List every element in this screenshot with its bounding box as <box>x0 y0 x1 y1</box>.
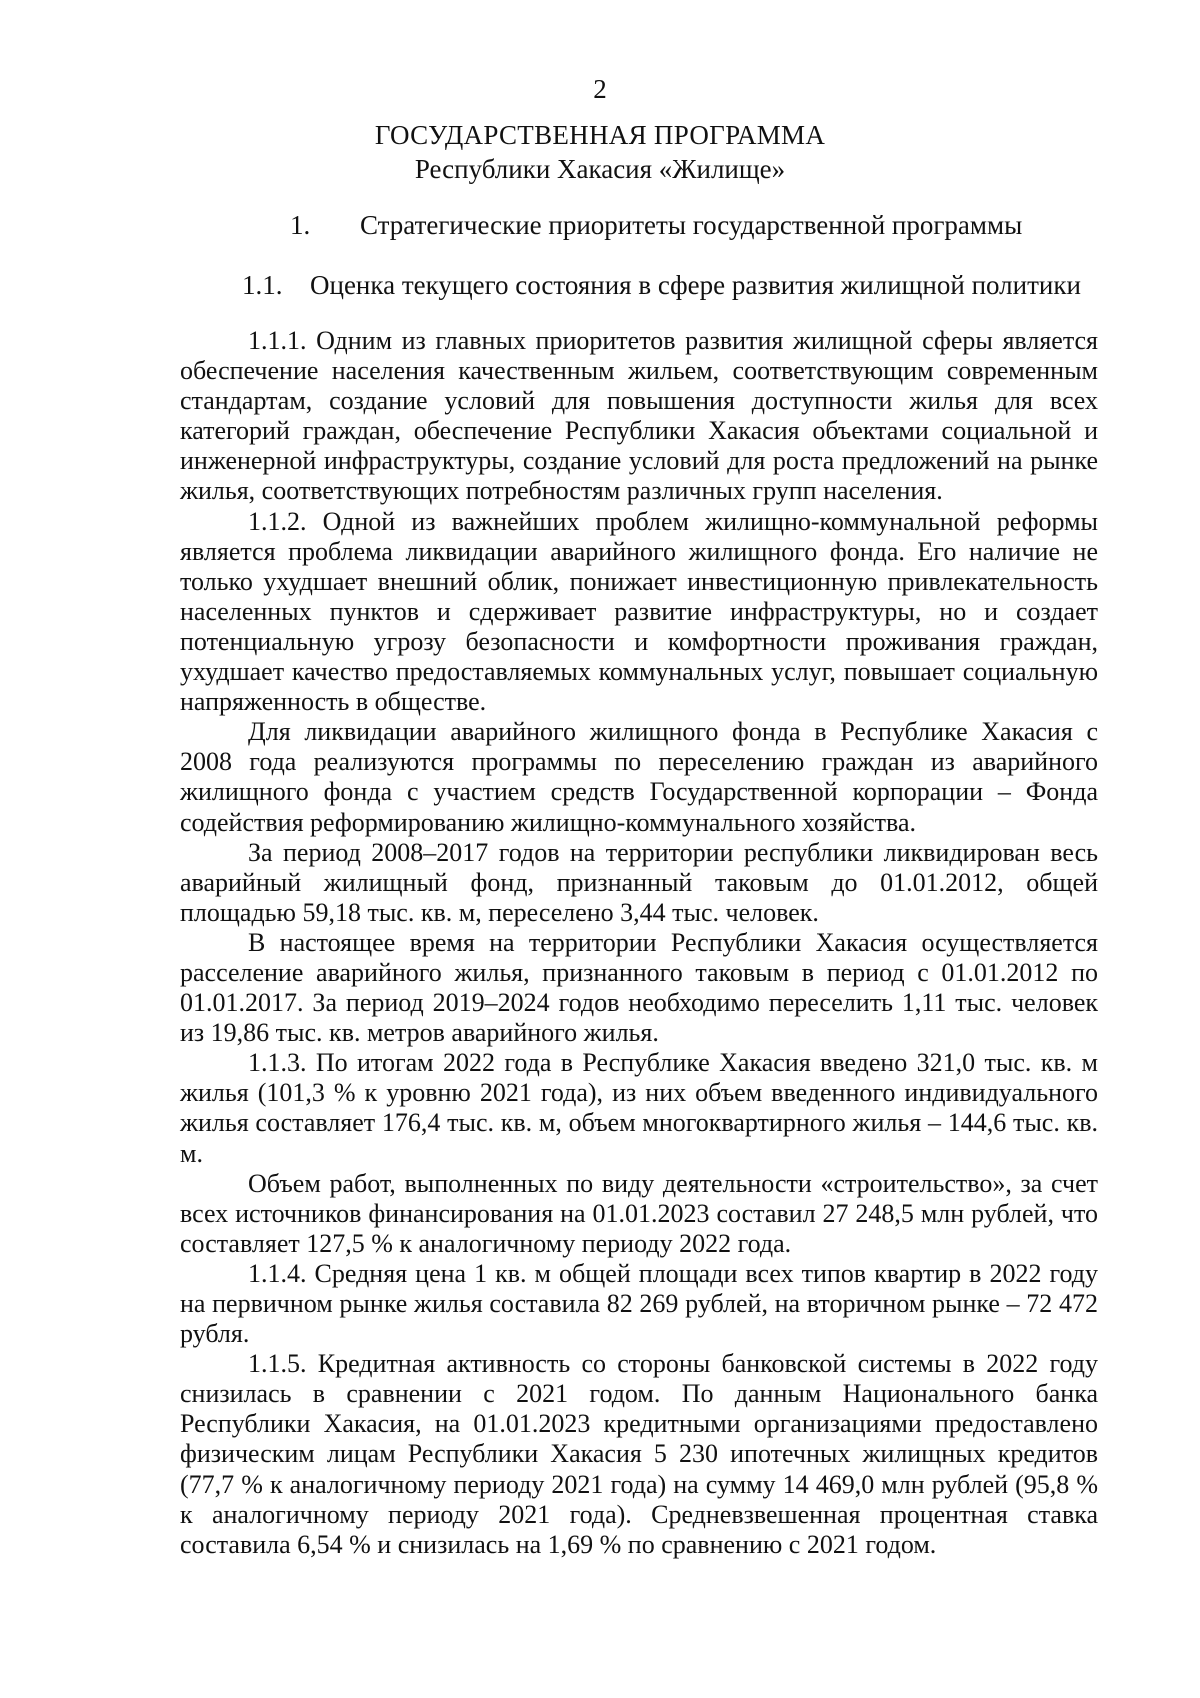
section-heading-1-1-number: 1.1. <box>242 270 283 300</box>
section-heading-1 <box>290 208 1022 242</box>
paragraph: 1.1.1. Одним из главных приоритетов развития жилищной сферы является обеспечение населения качественным жильем, соответствующим современным стандартам, создание условий для повышения доступности жилья для всех категорий граждан, обеспечение Республики Хакасия объектами социальной и инженерной инфраструктуры, создание условий для роста предложений на рынке жилья, соответствующих потребностям различных групп населения. <box>180 326 1098 506</box>
paragraph: 1.1.2. Одной из важнейших проблем жилищно-коммунальной реформы является проблема ликвидации аварийного жилищного фонда. Его наличие не только ухудшает внешний облик, понижает инвестиционную привлекательность населенных пунктов и сдерживает развитие инфраструктуры, но и создает потенциальную угрозу безопасности и комфортности проживания граждан, ухудшает качество предоставляемых коммунальных услуг, повышает социальную напряженность в обществе. <box>180 506 1098 717</box>
body-text <box>180 326 1098 1560</box>
page-number: 2 <box>593 74 607 104</box>
program-title <box>0 118 1200 186</box>
paragraph: Для ликвидации аварийного жилищного фонда в Республике Хакасия с 2008 года реализуются программы по переселению граждан из аварийного жилищного фонда с участием средств Государственной корпорации – Фонда содействия реформированию жилищно-коммунального хозяйства. <box>180 717 1098 837</box>
paragraph: В настоящее время на территории Республики Хакасия осуществляется расселение аварийного жилья, признанного таковым в период с 01.01.2012 по 01.01.2017. За период 2019–2024 годов необходимо переселить 1,11 тыс. человек из 19,86 тыс. кв. метров аварийного жилья. <box>180 927 1098 1048</box>
paragraph: 1.1.4. Средняя цена 1 кв. м общей площади всех типов квартир в 2022 году на первичном рынке жилья составила 82 269 рублей, на вторичном рынке – 72 472 рубля. <box>180 1258 1098 1349</box>
paragraph: За период 2008–2017 годов на территории республики ликвидирован весь аварийный жилищный фонд, признанный таковым до 01.01.2012, общей площадью 59,18 тыс. кв. м, переселено 3,44 тыс. человек. <box>180 837 1098 927</box>
paragraph: Объем работ, выполненных по виду деятельности «строительство», за счет всех источников финансирования на 01.01.2023 составил 27 248,5 млн рублей, что составляет 127,5 % к аналогичному периоду 2022 года. <box>180 1168 1098 1258</box>
program-title-subtitle: Республики Хакасия «Жилище» <box>414 154 786 184</box>
section-heading-1-text: Стратегические приоритеты государственной программы <box>360 210 1023 240</box>
program-title-main: ГОСУДАРСТВЕННАЯ ПРОГРАММА <box>374 120 826 150</box>
paragraph: 1.1.3. По итогам 2022 года в Республике Хакасия введено 321,0 тыс. кв. м жилья (101,3 % к уровню 2021 года), из них объем введенного индивидуального жилья составляет 176,4 тыс. кв. м, объем многоквартирного жилья – 144,6 тыс. кв. м. <box>180 1048 1098 1168</box>
section-heading-1-1 <box>242 268 1081 302</box>
paragraph: 1.1.5. Кредитная активность со стороны банковской системы в 2022 году снизилась в сравнении с 2021 годом. По данным Национального банка Республики Хакасия, на 01.01.2023 кредитными организациями предоставлено физическим лицам Республики Хакасия 5 230 ипотечных жилищных кредитов (77,7 % к аналогичному периоду 2021 года) на сумму 14 469,0 млн рублей (95,8 % к аналогичному периоду 2021 года). Средневзвешенная процентная ставка составила 6,54 % и снизилась на 1,69 % по сравнению с 2021 годом. <box>180 1349 1098 1559</box>
section-heading-1-1-text: Оценка текущего состояния в сфере развития жилищной политики <box>310 270 1081 300</box>
section-heading-1-number: 1. <box>290 210 311 240</box>
